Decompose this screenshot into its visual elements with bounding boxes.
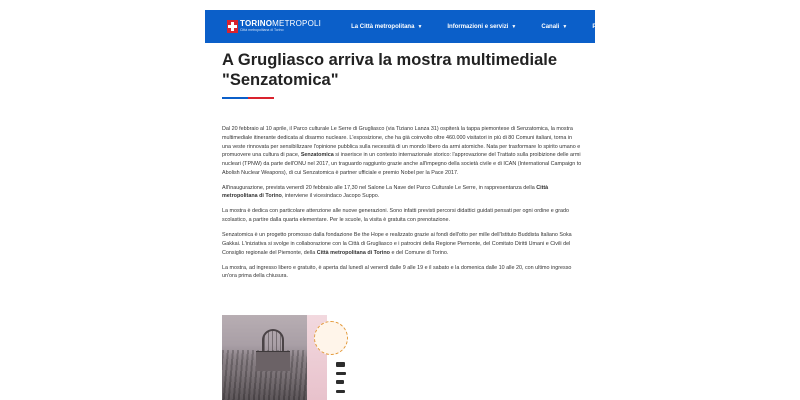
nav-item-pnrr[interactable]	[592, 24, 618, 30]
main-nav	[351, 24, 643, 30]
nav-label: PNRR	[592, 23, 610, 30]
cross-flag-icon	[227, 20, 238, 33]
paragraph-inauguration	[222, 184, 582, 202]
paragraph-intro	[222, 125, 582, 178]
text-strong: Città metropolitana di Torino	[222, 184, 549, 200]
senzatomica-poster-image	[222, 315, 352, 400]
nav-label: Canali	[541, 23, 560, 30]
nav-label: La Città metropolitana	[351, 23, 415, 30]
nav-label: Informazioni e servizi	[447, 23, 509, 30]
chevron-down-icon: ▼	[417, 23, 423, 30]
page-title: A Grugliasco arriva la mostra multimediale "Senzatomica"	[222, 51, 558, 90]
logo-name-light: METROPOLI	[272, 19, 322, 29]
text-span: Dal 20 febbraio al 10 aprile, il Parco culturale Le Serre di Grugliasco (via Tiziano Lanza 31) ospiterà la tappa piemontese di Senzatomica, la mostra multimediale itinerante dedicata al disarmo nucleare. L'esposizione, che ha già coinvolto oltre 460.000 visitatori in più di 80 Comuni italiani, torna in una veste rinnovata per sensibilizzare l'opinione pubblica sulla necessità di un mondo libero da armi atomiche. Nata per trasformare lo spirito umano e promuovere una cultura di pace,	[222, 126, 581, 159]
nav-item-citta-metropolitana[interactable]	[351, 24, 422, 30]
top-navbar	[205, 10, 610, 43]
chevron-down-icon: ▼	[562, 23, 568, 30]
site-logo[interactable]	[227, 10, 321, 43]
nav-item-informazioni-servizi[interactable]	[447, 24, 516, 30]
text-strong: Città metropolitana di Torino	[316, 249, 390, 256]
external-link-icon	[612, 24, 618, 30]
nav-item-canali[interactable]	[541, 24, 567, 30]
title-underline-divider	[222, 97, 274, 99]
paragraph-promoters	[222, 231, 582, 257]
text-span: All'inaugurazione, prevista venerdì 20 febbraio alle 17,30 nel Salone La Nave del Parco Culturale Le Serre, in rappresentanza della	[222, 184, 537, 191]
text-span: si inserisce in un contesto internazionale storico: l'approvazione del Trattato sulla proibizione delle armi nucleari (TPNW) da parte dell'ONU nel 2017, un traguardo raggiunto grazie anche all'impegno della società civile e di ICAN (International Campaign to Abolish Nuclear Weapons), di cui Senzatomica è partner ufficiale e premio Nobel per la Pace 2017.	[222, 152, 582, 176]
paragraph-hours: La mostra, ad ingresso libero e gratuito, è aperta dal lunedì al venerdì dalle 9 alle 19 e il sabato e la domenica dalle 10 alle 20, con ultimo ingresso un'ora prima della chiusura.	[222, 264, 572, 280]
article-body	[222, 125, 582, 287]
text-span: , interviene il vicesindaco Jacopo Suppo.	[281, 193, 380, 200]
chevron-down-icon: ▼	[511, 23, 517, 30]
logo-name-bold: TORINO	[240, 19, 273, 29]
text-span: e del Comune di Torino.	[389, 249, 449, 256]
text-span: Senzatomica è un progetto promosso dalla fondazione Be the Hope e realizzato grazie ai fondi dell'otto per mille dell'Istituto Buddista Italiano Soka Gakkai. L'iniziativa si svolge in collaborazione con la Città di Grugliasco e i patrocini della Regione Piemonte, del Comitato Diritti Umani e Civili del Consiglio regionale del Piemonte, della	[222, 232, 572, 256]
paragraph-schools: La mostra è dedica con particolare attenzione alle nuove generazioni. Sono infatti previsti percorsi didattici guidati pensati per ogni ordine e grado scolastico, a partire dalla quarta elementare. Per le scuole, la visita è gratuita con prenotazione.	[222, 208, 570, 224]
text-strong: Senzatomica	[300, 152, 334, 159]
logo-subtitle: Città metropolitana di Torino	[240, 28, 284, 33]
poster-circle-emblem	[314, 321, 348, 355]
